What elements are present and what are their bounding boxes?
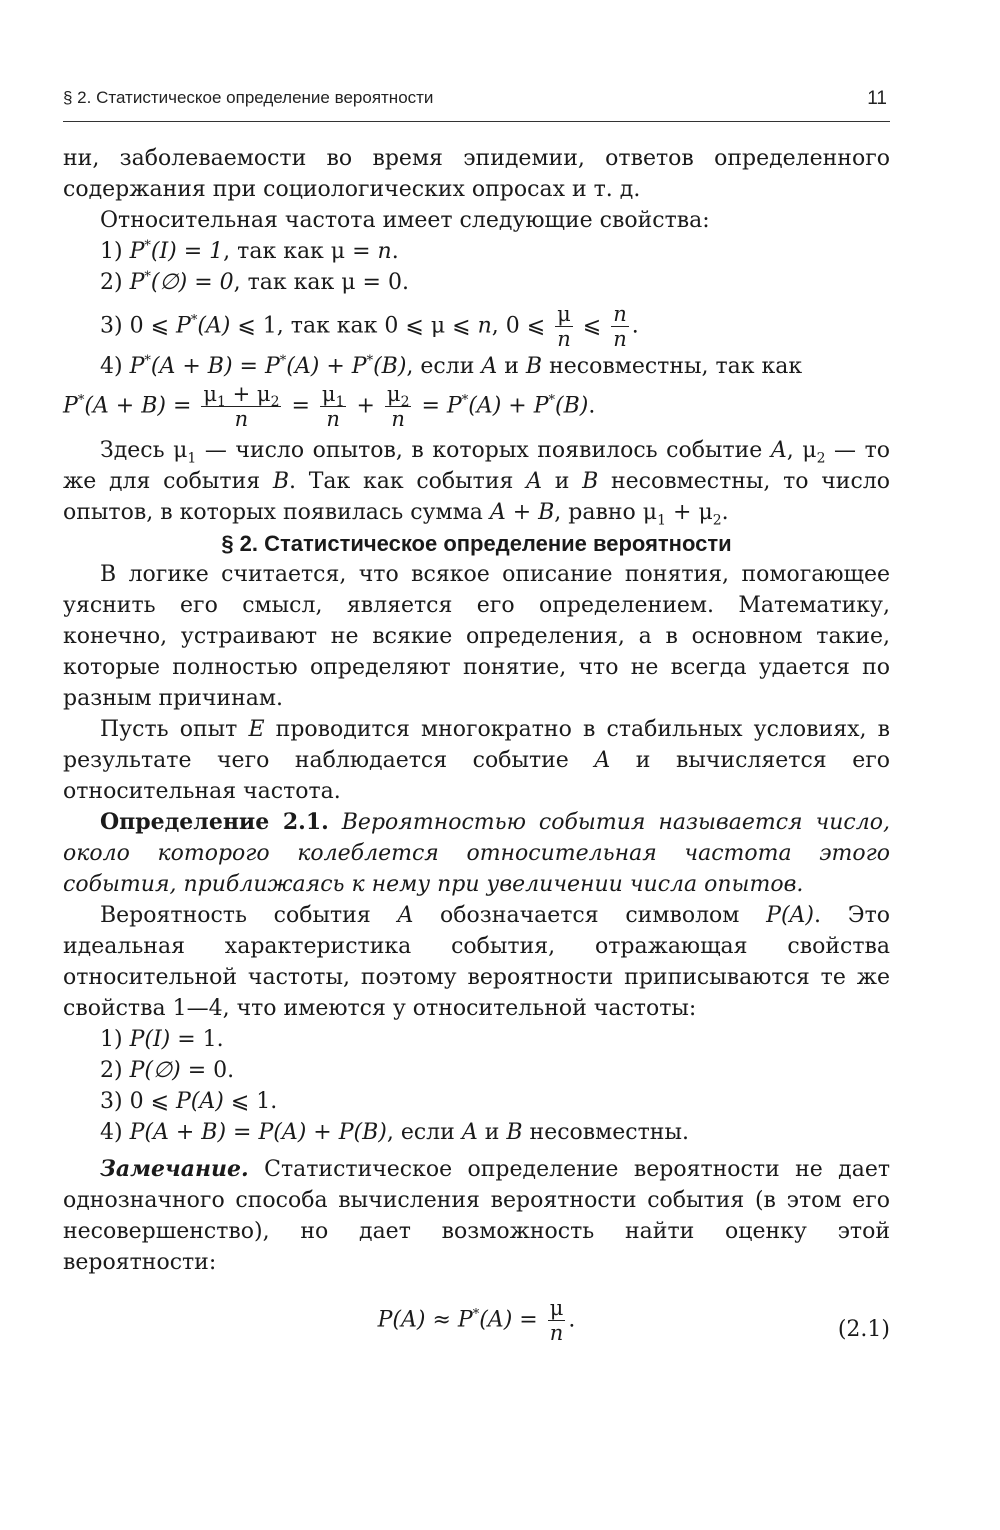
page (63, 0, 890, 1530)
property-3: 3) 0 ⩽ P*(A) ⩽ 1, так как 0 ⩽ μ ⩽ n, 0 ⩽ $\frac{\mu}{n}$ ⩽ $\frac{n}{n}$ . (100, 302, 639, 351)
property-4: 4) P*(A + B) = P*(A) + P*(B), если A и B несовместны, так как (100, 353, 803, 379)
fraction-n-over-n: $\frac{n}{n}$ (613, 302, 627, 351)
property-2: 2) P*(∅) = 0, так как μ = 0. (100, 269, 409, 295)
section-paragraph-1: В логике считается, что всякое описание понятия, помогающее уяснить его смысл, является его определением. Математику, конечно, устраивают не всякие определения, а в основном такие, которые полностью определяют понятие, что не всегда удается по разным причинам. (63, 562, 890, 711)
fraction-mu-over-n-eq: $\frac{\mu}{n}$ (549, 1296, 564, 1345)
page-body (63, 143, 890, 1345)
probability-property-4: 4) P(A + B) = P(A) + P(B), если A и B несовместны. (100, 1120, 689, 1145)
section-paragraph-2: Пусть опыт E проводится многократно в стабильных условиях, в результате чего наблюдается событие A и вычисляется его относительная частота. (63, 717, 890, 804)
page-number: 11 (867, 88, 887, 109)
equation-2-1: P(A) ≈ P*(A) = $\frac{\mu}{n}$ . (2.1) (377, 1296, 890, 1345)
explanation-paragraph: Здесь $\mu_1$ — число опытов, в которых появилось событие A, $\mu_2$ — то же для события B. Так как события A и B несовместны, то число опытов, в которых появилась сумма A + B, равно $\mu_1 + \mu_2$. (63, 438, 891, 529)
equation-number: (2.1) (837, 1317, 890, 1342)
definition-label: Определение 2.1. (100, 809, 329, 835)
probability-paragraph: Вероятность события A обозначается символом P(A). Это идеальная характеристика события, отражающая свойства относительной частоты, поэтому вероятности приписываются те же свойства 1—4, что имеются у относительной частоты: (63, 903, 890, 1021)
fraction-mu-over-n: $\frac{\mu}{n}$ (557, 302, 571, 351)
properties-intro: Относительная частота имеет следующие свойства: (100, 208, 710, 233)
running-title: § 2. Статистическое определение вероятности (63, 88, 434, 107)
remark-paragraph: Замечание. Статистическое определение вероятности не дает однозначного способа вычисления вероятности события (в этом его несовершенство), но дает возможность найти оценку этой вероятности: (63, 1156, 891, 1275)
definition-2-1 (63, 807, 890, 900)
property-1: 1) P*(I) = 1, так как μ = n. (100, 238, 399, 264)
section-heading: § 2. Статистическое определение вероятности (221, 531, 732, 556)
probability-property-3: 3) 0 ⩽ P(A) ⩽ 1. (100, 1089, 278, 1114)
fraction-mu-sum: $\frac{\mu_1 + \mu_2}{n}$ (203, 382, 280, 431)
fraction-mu1: $\frac{\mu_1}{n}$ (321, 382, 345, 431)
probability-property-2: 2) P(∅) = 0. (100, 1058, 235, 1083)
running-head (63, 88, 890, 118)
probability-property-1: 1) P(I) = 1. (100, 1027, 224, 1052)
remark-label: Замечание. (100, 1156, 249, 1182)
header-rule (63, 121, 890, 122)
paragraph-continuation: ни, заболеваемости во время эпидемии, ответов определенного содержания при социологических опросах и т. д. (63, 146, 890, 202)
sum-formula: P*(A + B) = $\frac{\mu_1 + \mu_2}{n}$ = $\frac{\mu_1}{n}$ + $\frac{\mu_2}{n}$ = P*(A) + P*(B). (63, 382, 596, 431)
definition-text: Вероятностью события называется число, около которого колеблется относительная частота этого события, приближаясь к нему при увеличении числа опытов. (63, 810, 890, 897)
fraction-mu2: $\frac{\mu_2}{n}$ (386, 382, 410, 431)
